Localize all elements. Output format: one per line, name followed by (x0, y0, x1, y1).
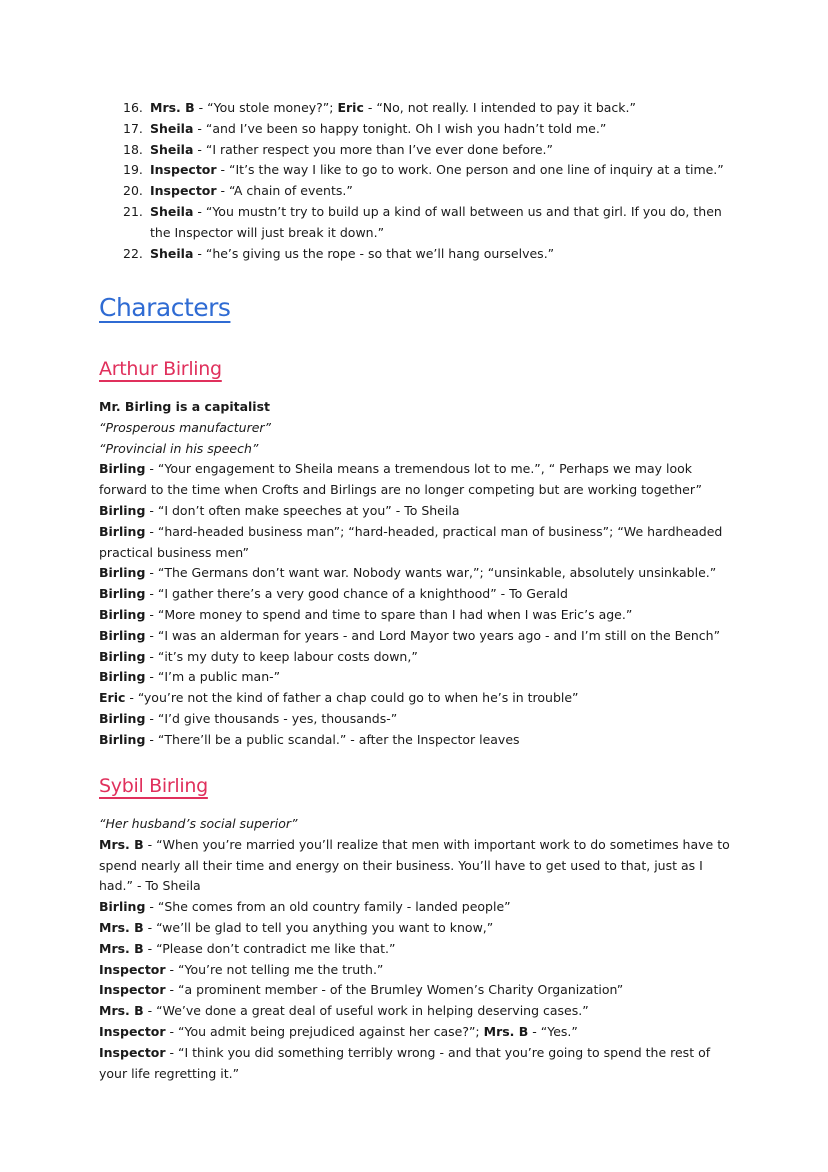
text-line: Mr. Birling is a capitalist (99, 399, 271, 414)
list-number: 17. (123, 120, 143, 136)
list-item (100, 140, 740, 161)
text-line: Inspector - “a prominent member - of the Brumley Women’s Charity Organization” (99, 982, 624, 998)
quote-list (100, 98, 740, 264)
quote-text: - “I rather respect you more than I’ve ever done before.” (193, 141, 553, 157)
list-number: 21. (123, 203, 143, 219)
section-title: Characters (99, 293, 231, 322)
quote-text: - “You stole money?”; (194, 100, 338, 115)
speaker: Inspector (150, 162, 217, 178)
text-line: Eric - “you’re not the kind of father a chap could go to when he’s in trouble” (99, 690, 579, 706)
quote-text: - “It’s the way I like to go to work. One person and one line of inquiry at a time.” (216, 162, 724, 178)
list-item (100, 119, 740, 140)
speaker: Sheila (150, 120, 194, 136)
speaker: Mrs. B (150, 100, 195, 115)
quote-text: - “No, not really. I intended to pay it back.” (363, 100, 636, 115)
text-line: Inspector - “I think you did something terribly wrong - and that you’re going to spend the rest of your life regretting it.” (99, 1044, 711, 1081)
list-item (100, 181, 740, 202)
text-line: “Provincial in his speech” (99, 440, 259, 456)
text-line: Birling - “Your engagement to Sheila means a tremendous lot to me.”, “ Perhaps we may look forward to the time when Crofts and Birlings are no longer competing but are working together” (99, 461, 702, 498)
sybil-birling-section (99, 814, 739, 1084)
list-number: 20. (123, 183, 143, 199)
quote-text: - “he’s giving us the rope - so that we’ll hang ourselves.” (193, 245, 555, 261)
quote-text: - “You mustn’t try to build up a kind of wall between us and that girl. If you do, then the Inspector will just break it down.” (150, 203, 722, 240)
text-line: Birling - “I gather there’s a very good chance of a knighthood” - To Gerald (99, 586, 568, 602)
text-line: “Prosperous manufacturer” (99, 419, 272, 435)
text-line: Inspector - “You’re not telling me the truth.” (99, 961, 384, 977)
list-item (100, 98, 740, 119)
list-item (100, 202, 740, 244)
list-number: 19. (123, 162, 143, 178)
speaker: Inspector (150, 183, 217, 199)
list-item (100, 160, 740, 181)
text-line: Birling - “The Germans don’t want war. Nobody wants war,”; “unsinkable, absolutely unsinkable.” (99, 565, 717, 581)
speaker: Sheila (150, 245, 194, 261)
text-line: Birling - “I was an alderman for years - and Lord Mayor two years ago - and I’m still on the Bench” (99, 627, 721, 643)
speaker: Sheila (150, 141, 194, 157)
quote-text: - “A chain of events.” (216, 183, 353, 199)
text-line: Birling - “I’m a public man-” (99, 669, 281, 685)
list-number: 18. (123, 141, 143, 157)
text-line: Birling - “I’d give thousands - yes, thousands-” (99, 710, 398, 726)
text-line: Mrs. B - “we’ll be glad to tell you anything you want to know,” (99, 919, 494, 935)
text-line: Inspector - “You admit being prejudiced against her case?”; Mrs. B - “Yes.” (99, 1023, 578, 1039)
speaker: Sheila (150, 203, 194, 219)
text-line: Birling - “More money to spend and time to spare than I had when I was Eric’s age.” (99, 606, 633, 622)
list-number: 16. (123, 100, 143, 115)
heading-sybil-birling: Sybil Birling (99, 775, 208, 797)
arthur-birling-section (99, 397, 739, 751)
text-line: Mrs. B - “We’ve done a great deal of useful work in helping deserving cases.” (99, 1003, 589, 1019)
text-line: Birling - “hard-headed business man”; “hard-headed, practical man of business”; “We hardheaded practical business men” (99, 523, 723, 560)
text-line: Birling - “There’ll be a public scandal.” - after the Inspector leaves (99, 731, 520, 747)
speaker: Eric (337, 100, 364, 115)
text-line: Birling - “She comes from an old country family - landed people” (99, 899, 511, 915)
quote-text: - “and I’ve been so happy tonight. Oh I wish you hadn’t told me.” (193, 120, 607, 136)
text-line: “Her husband’s social superior” (99, 816, 298, 831)
text-line: Mrs. B - “Please don’t contradict me like that.” (99, 940, 396, 956)
text-line: Birling - “it’s my duty to keep labour costs down,” (99, 648, 418, 664)
heading-arthur-birling: Arthur Birling (99, 358, 222, 380)
text-line: Birling - “I don’t often make speeches at you” - To Sheila (99, 502, 460, 518)
text-line: Mrs. B - “When you’re married you’ll realize that men with important work to do sometimes have to spend nearly all their time and energy on their business. You’ll have to get used to that, just as I had.” - To Sheila (99, 836, 730, 894)
list-number: 22. (123, 245, 143, 261)
list-item (100, 244, 740, 265)
